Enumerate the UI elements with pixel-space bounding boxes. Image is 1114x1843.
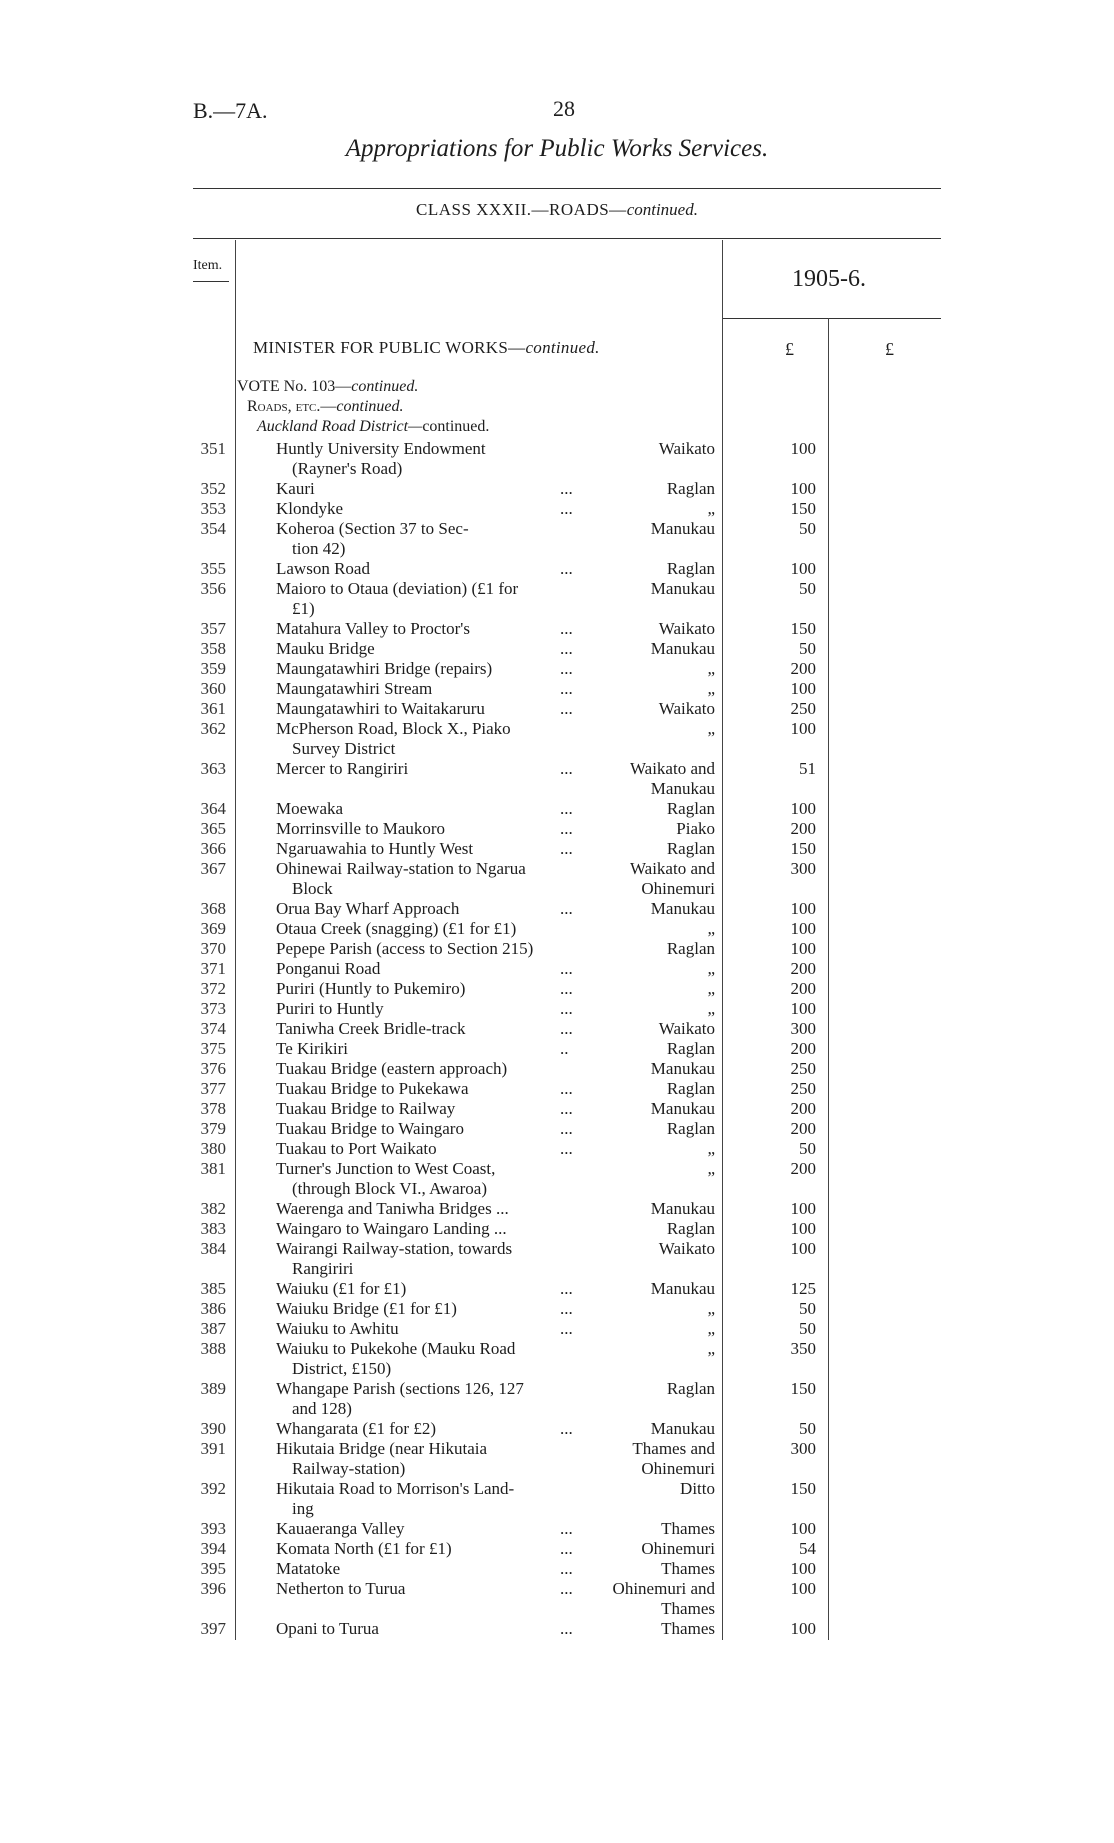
item-number: 386: [200, 1299, 226, 1318]
leader-dots: ...: [560, 1559, 573, 1578]
amount: 200: [790, 1099, 816, 1118]
amount: 100: [790, 939, 816, 958]
item-number: 359: [200, 659, 226, 678]
district: „: [707, 659, 715, 678]
amount: 100: [790, 1239, 816, 1258]
leader-dots: ...: [560, 1419, 573, 1438]
road-name-continued: Survey District: [292, 739, 396, 758]
district-continued: Ohinemuri: [641, 879, 715, 898]
district: Raglan: [666, 939, 715, 958]
amount: 51: [799, 759, 816, 778]
amount: 150: [790, 1479, 816, 1498]
table-row: [0, 1199, 1114, 1219]
item-number: 372: [200, 979, 226, 998]
leader-dots: ...: [560, 819, 573, 838]
table-row: [0, 579, 1114, 618]
district: Manukau: [650, 899, 715, 918]
leader-dots: ...: [560, 679, 573, 698]
leader-dots: ...: [560, 1519, 573, 1538]
district: „: [707, 679, 715, 698]
road-name: Puriri (Huntly to Pukemiro): [276, 979, 466, 998]
district: „: [707, 719, 715, 738]
road-name-continued: Railway-station): [292, 1459, 406, 1478]
road-name: Wairangi Railway-station, towards: [276, 1239, 513, 1258]
leader-dots: ...: [560, 559, 573, 578]
district: „: [707, 919, 715, 938]
district: Waikato: [658, 619, 715, 638]
item-number: 387: [200, 1319, 226, 1338]
district: Manukau: [650, 1419, 715, 1438]
road-name: Huntly University Endowment: [276, 439, 486, 458]
district: Waikato: [658, 439, 715, 458]
amount: 200: [790, 659, 816, 678]
leader-dots: ...: [560, 999, 573, 1018]
page-title: Appropriations for Public Works Services.: [345, 135, 769, 162]
leader-dots: ...: [560, 759, 573, 778]
district: Thames: [661, 1519, 715, 1538]
table-row: [0, 1059, 1114, 1079]
leader-dots: ...: [560, 979, 573, 998]
road-name: Maungatawhiri Bridge (repairs): [276, 659, 493, 678]
item-number: 355: [200, 559, 226, 578]
road-name: Tuakau to Port Waikato: [276, 1139, 437, 1158]
leader-dots: ...: [560, 1099, 573, 1118]
table-row: [0, 479, 1114, 499]
road-name: Morrinsville to Maukoro: [276, 819, 446, 838]
road-name-continued: (Rayner's Road): [292, 459, 403, 478]
road-name: Netherton to Turua: [276, 1579, 406, 1598]
table-row: [0, 1319, 1114, 1339]
amount: 100: [790, 799, 816, 818]
amount: 250: [790, 1059, 816, 1078]
table-row: [0, 1379, 1114, 1418]
item-header-underline: [193, 281, 229, 282]
table-row: [0, 1279, 1114, 1299]
amount: 200: [790, 1159, 816, 1178]
item-number: 397: [200, 1619, 226, 1638]
table-row: [0, 499, 1114, 519]
district: Piako: [676, 819, 715, 838]
item-number: 353: [200, 499, 226, 518]
item-number: 364: [200, 799, 226, 818]
leader-dots: ...: [560, 619, 573, 638]
road-name-continued: Rangiriri: [292, 1259, 354, 1278]
road-name: Komata North (£1 for £1): [276, 1539, 452, 1558]
amount: 150: [790, 1379, 816, 1398]
district: Waikato: [658, 1019, 715, 1038]
table-row: [0, 979, 1114, 999]
leader-dots: ...: [560, 1299, 573, 1318]
road-name: Orua Bay Wharf Approach: [276, 899, 460, 918]
road-name: Kauri: [276, 479, 315, 498]
table-row: [0, 1539, 1114, 1559]
road-name: Ponganui Road: [276, 959, 381, 978]
amount: 150: [790, 499, 816, 518]
table-row: [0, 819, 1114, 839]
amount: 300: [790, 859, 816, 878]
item-number: 351: [200, 439, 226, 458]
item-number: 362: [200, 719, 226, 738]
table-row: [0, 999, 1114, 1019]
table-row: [0, 519, 1114, 558]
road-name: Ngaruawahia to Huntly West: [276, 839, 474, 858]
road-name: Pepepe Parish (access to Section 215): [276, 939, 534, 958]
item-column-header: Item.: [193, 258, 223, 273]
table-row: [0, 1479, 1114, 1518]
amount: 200: [790, 1039, 816, 1058]
leader-dots: ...: [560, 839, 573, 858]
table-row: [0, 1619, 1114, 1639]
district: Thames: [661, 1559, 715, 1578]
amount: 100: [790, 999, 816, 1018]
road-name: Lawson Road: [276, 559, 370, 578]
road-name: Tuakau Bridge to Waingaro: [276, 1119, 464, 1138]
year-column-header: 1905-6.: [792, 266, 866, 292]
pound-column-header-1: £: [785, 339, 794, 359]
district: „: [707, 1319, 715, 1338]
amount: 100: [790, 479, 816, 498]
district: Raglan: [666, 1379, 715, 1398]
item-number: 392: [200, 1479, 226, 1498]
district-continued: Ohinemuri: [641, 1459, 715, 1478]
road-name: Taniwha Creek Bridle-track: [276, 1019, 466, 1038]
road-name: Mercer to Rangiriri: [276, 759, 409, 778]
district: „: [707, 999, 715, 1018]
item-number: 395: [200, 1559, 226, 1578]
amount: 200: [790, 979, 816, 998]
table-row: [0, 1239, 1114, 1278]
item-number: 380: [200, 1139, 226, 1158]
district: Waikato and: [629, 859, 715, 878]
amount: 200: [790, 959, 816, 978]
district: Ohinemuri: [641, 1539, 715, 1558]
road-name-continued: and 128): [292, 1399, 352, 1418]
district: „: [707, 959, 715, 978]
minister-heading: MINISTER FOR PUBLIC WORKS—continued.: [253, 338, 600, 357]
item-number: 354: [200, 519, 226, 538]
item-number: 377: [200, 1079, 226, 1098]
item-number: 388: [200, 1339, 226, 1358]
district: Raglan: [666, 1039, 715, 1058]
district: Manukau: [650, 1059, 715, 1078]
item-number: 383: [200, 1219, 226, 1238]
road-name-continued: £1): [292, 599, 315, 618]
leader-dots: ...: [560, 1019, 573, 1038]
table-row: [0, 939, 1114, 959]
road-name: Maungatawhiri to Waitakaruru: [276, 699, 485, 718]
item-number: 352: [200, 479, 226, 498]
district: Waikato: [658, 699, 715, 718]
road-name: Mauku Bridge: [276, 639, 375, 658]
district: „: [707, 499, 715, 518]
title-rule: [193, 188, 941, 189]
item-number: 357: [200, 619, 226, 638]
road-name: Kauaeranga Valley: [276, 1519, 405, 1538]
leader-dots: ...: [560, 659, 573, 678]
item-number: 382: [200, 1199, 226, 1218]
district: „: [707, 1159, 715, 1178]
amount: 50: [799, 1139, 816, 1158]
leader-dots: ...: [560, 479, 573, 498]
table-row: [0, 1519, 1114, 1539]
table-row: [0, 1119, 1114, 1139]
amount: 100: [790, 1199, 816, 1218]
table-row: [0, 1039, 1114, 1059]
amount: 100: [790, 719, 816, 738]
table-row: [0, 839, 1114, 859]
district: Raglan: [666, 1119, 715, 1138]
district: Ohinemuri and: [612, 1579, 715, 1598]
amount: 50: [799, 1419, 816, 1438]
table-row: [0, 859, 1114, 898]
road-name: Moewaka: [276, 799, 344, 818]
road-name: Waiuku to Pukekohe (Mauku Road: [276, 1339, 516, 1358]
district-continued: Manukau: [650, 779, 715, 798]
item-number: 361: [200, 699, 226, 718]
leader-dots: ...: [560, 1139, 573, 1158]
amount: 150: [790, 839, 816, 858]
item-number: 390: [200, 1419, 226, 1438]
district: Raglan: [666, 1079, 715, 1098]
road-name: Hikutaia Bridge (near Hikutaia: [276, 1439, 488, 1458]
item-number: 368: [200, 899, 226, 918]
item-number: 375: [200, 1039, 226, 1058]
amount: 100: [790, 919, 816, 938]
table-row: [0, 659, 1114, 679]
leader-dots: ...: [560, 1539, 573, 1558]
road-name: Matahura Valley to Proctor's: [276, 619, 470, 638]
road-name-continued: (through Block VI., Awaroa): [292, 1179, 488, 1198]
table-row: [0, 759, 1114, 798]
item-number: 367: [200, 859, 226, 878]
amount: 100: [790, 1579, 816, 1598]
district: „: [707, 979, 715, 998]
amount: 50: [799, 639, 816, 658]
amount: 350: [790, 1339, 816, 1358]
amount: 50: [799, 1319, 816, 1338]
district: Manukau: [650, 1199, 715, 1218]
table-row: [0, 899, 1114, 919]
table-row: [0, 559, 1114, 579]
road-name-continued: Block: [292, 879, 333, 898]
table-row: [0, 639, 1114, 659]
road-name: Waiuku (£1 for £1): [276, 1279, 407, 1298]
leader-dots: ...: [560, 639, 573, 658]
table-row: [0, 959, 1114, 979]
district: Raglan: [666, 1219, 715, 1238]
year-header-underline: [722, 318, 941, 319]
table-row: [0, 699, 1114, 719]
table-row: [0, 1299, 1114, 1319]
item-number: 366: [200, 839, 226, 858]
amount: 250: [790, 1079, 816, 1098]
table-row: [0, 719, 1114, 758]
amount: 100: [790, 1519, 816, 1538]
amount: 100: [790, 1219, 816, 1238]
class-rule: [193, 238, 941, 239]
road-name: Waerenga and Taniwha Bridges ...: [276, 1199, 509, 1218]
road-name: Tuakau Bridge to Railway: [276, 1099, 456, 1118]
class-heading: CLASS XXXII.—ROADS—continued.: [416, 200, 698, 219]
road-name: Ohinewai Railway-station to Ngarua: [276, 859, 526, 878]
road-name: Turner's Junction to West Coast,: [276, 1159, 496, 1178]
district-continued: Thames: [661, 1599, 715, 1618]
amount: 125: [790, 1279, 816, 1298]
district: Manukau: [650, 519, 715, 538]
district: Manukau: [650, 1279, 715, 1298]
district: „: [707, 1299, 715, 1318]
table-row: [0, 1219, 1114, 1239]
amount: 300: [790, 1439, 816, 1458]
road-name: McPherson Road, Block X., Piako: [276, 719, 511, 738]
leader-dots: ...: [560, 1279, 573, 1298]
table-row: [0, 1439, 1114, 1478]
leader-dots: ...: [560, 899, 573, 918]
item-number: 378: [200, 1099, 226, 1118]
amount: 50: [799, 579, 816, 598]
road-name-continued: ing: [292, 1499, 314, 1518]
table-row: [0, 1099, 1114, 1119]
item-number: 371: [200, 959, 226, 978]
item-number: 365: [200, 819, 226, 838]
item-number: 391: [200, 1439, 226, 1458]
district: Waikato: [658, 1239, 715, 1258]
road-name: Klondyke: [276, 499, 344, 518]
roads-heading: Roads, etc.—continued.: [247, 398, 404, 415]
district: Raglan: [666, 479, 715, 498]
district: Manukau: [650, 1099, 715, 1118]
item-number: 356: [200, 579, 226, 598]
page-number: 28: [553, 96, 575, 121]
item-number: 381: [200, 1159, 226, 1178]
leader-dots: ...: [560, 799, 573, 818]
item-number: 379: [200, 1119, 226, 1138]
table-row: [0, 1079, 1114, 1099]
district: Manukau: [650, 639, 715, 658]
item-number: 358: [200, 639, 226, 658]
road-name: Maioro to Otaua (deviation) (£1 for: [276, 579, 519, 598]
road-name: Tuakau Bridge (eastern approach): [276, 1059, 508, 1078]
amount: 50: [799, 1299, 816, 1318]
item-number: 376: [200, 1059, 226, 1078]
item-number: 393: [200, 1519, 226, 1538]
amount: 200: [790, 1119, 816, 1138]
district: Raglan: [666, 839, 715, 858]
district: Thames: [661, 1619, 715, 1638]
amount: 200: [790, 819, 816, 838]
amount: 150: [790, 619, 816, 638]
table-row: [0, 619, 1114, 639]
amount: 250: [790, 699, 816, 718]
leader-dots: ..: [560, 1039, 569, 1058]
item-number: 370: [200, 939, 226, 958]
road-name: Maungatawhiri Stream: [276, 679, 433, 698]
item-number: 363: [200, 759, 226, 778]
table-row: [0, 1019, 1114, 1039]
road-name: Waiuku Bridge (£1 for £1): [276, 1299, 457, 1318]
item-number: 369: [200, 919, 226, 938]
amount: 100: [790, 439, 816, 458]
district: „: [707, 1339, 715, 1358]
table-row: [0, 439, 1114, 478]
leader-dots: ...: [560, 1079, 573, 1098]
table-row: [0, 919, 1114, 939]
document-reference: B.—7A.: [193, 98, 268, 123]
item-number: 374: [200, 1019, 226, 1038]
district-heading: Auckland Road District—continued.: [257, 418, 490, 435]
district: Manukau: [650, 579, 715, 598]
leader-dots: ...: [560, 699, 573, 718]
table-row: [0, 1419, 1114, 1439]
road-name: Te Kirikiri: [276, 1039, 348, 1058]
district: „: [707, 1139, 715, 1158]
amount: 100: [790, 559, 816, 578]
item-number: 385: [200, 1279, 226, 1298]
pound-column-header-2: £: [885, 339, 894, 359]
table-row: [0, 1339, 1114, 1378]
item-number: 389: [200, 1379, 226, 1398]
amount: 300: [790, 1019, 816, 1038]
item-number: 360: [200, 679, 226, 698]
leader-dots: ...: [560, 959, 573, 978]
road-name: Opani to Turua: [276, 1619, 379, 1638]
road-name: Otaua Creek (snagging) (£1 for £1): [276, 919, 517, 938]
table-row: [0, 679, 1114, 699]
table-row: [0, 1139, 1114, 1159]
table-row: [0, 799, 1114, 819]
item-number: 396: [200, 1579, 226, 1598]
road-name: Puriri to Huntly: [276, 999, 384, 1018]
item-number: 373: [200, 999, 226, 1018]
road-name: Tuakau Bridge to Pukekawa: [276, 1079, 469, 1098]
table-row: [0, 1559, 1114, 1579]
district: Waikato and: [629, 759, 715, 778]
table-row: [0, 1579, 1114, 1618]
leader-dots: ...: [560, 1319, 573, 1338]
amount: 100: [790, 679, 816, 698]
table-row: [0, 1159, 1114, 1198]
leader-dots: ...: [560, 1119, 573, 1138]
road-name: Waiuku to Awhitu: [276, 1319, 399, 1338]
item-number: 394: [200, 1539, 226, 1558]
leader-dots: ...: [560, 1579, 573, 1598]
district: Thames and: [632, 1439, 715, 1458]
amount: 50: [799, 519, 816, 538]
district: Ditto: [680, 1479, 715, 1498]
amount: 100: [790, 1619, 816, 1638]
leader-dots: ...: [560, 1619, 573, 1638]
leader-dots: ...: [560, 499, 573, 518]
amount: 54: [799, 1539, 816, 1558]
item-number: 384: [200, 1239, 226, 1258]
road-name: Waingaro to Waingaro Landing ...: [276, 1219, 507, 1238]
amount: 100: [790, 899, 816, 918]
road-name: Koheroa (Section 37 to Sec-: [276, 519, 469, 538]
amount: 100: [790, 1559, 816, 1578]
district: Raglan: [666, 559, 715, 578]
road-name: Whangarata (£1 for £2): [276, 1419, 437, 1438]
road-name-continued: tion 42): [292, 539, 346, 558]
district: Raglan: [666, 799, 715, 818]
vote-heading: VOTE No. 103—continued.: [237, 378, 419, 395]
road-name-continued: District, £150): [292, 1359, 392, 1378]
road-name: Hikutaia Road to Morrison's Land-: [276, 1479, 515, 1498]
road-name: Whangape Parish (sections 126, 127: [276, 1379, 524, 1398]
road-name: Matatoke: [276, 1559, 341, 1578]
